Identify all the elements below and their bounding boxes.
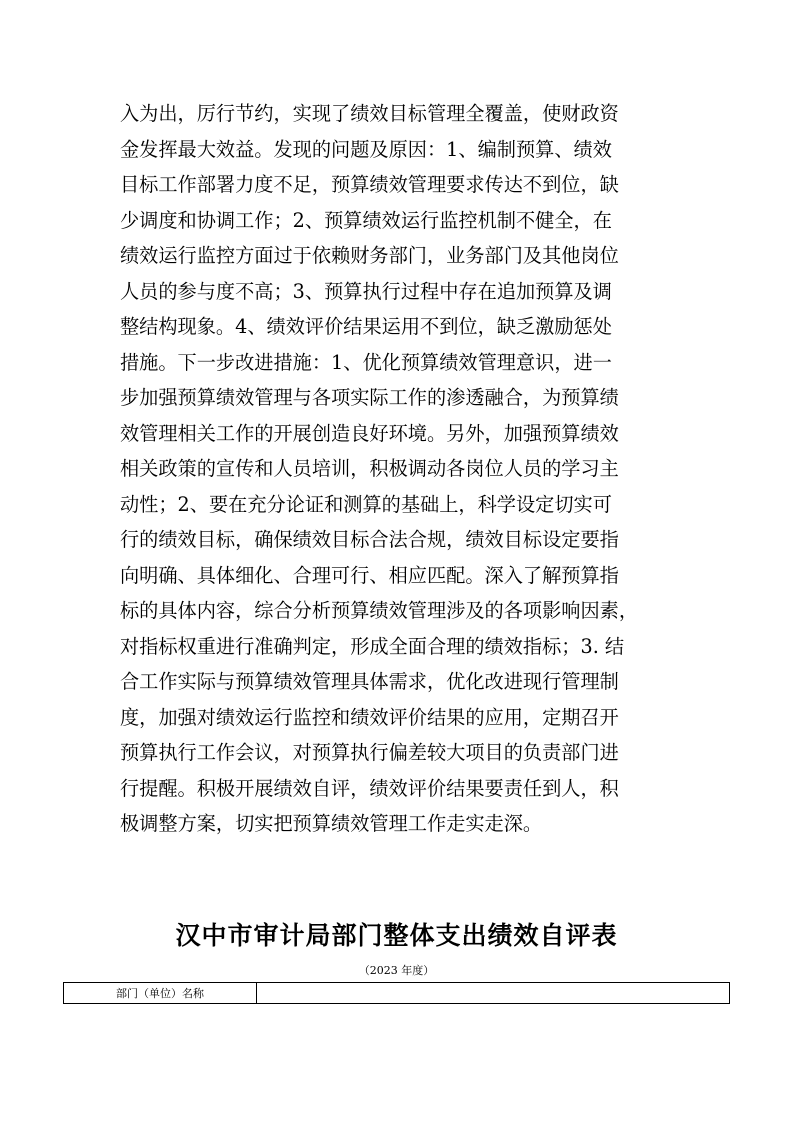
paragraph-line: 极调整方案，切实把预算绩效管理工作走实走深。 [120,812,543,835]
paragraph-line: 对指标权重进行准确判定，形成全面合理的绩效指标；3. 结 [120,634,625,658]
self-evaluation-table [63,982,730,1004]
paragraph-line: 步加强预算绩效管理与各项实际工作的渗透融合，为预算绩 [120,386,619,409]
paragraph-line: 绩效运行监控方面过于依赖财务部门，业务部门及其他岗位 [120,244,619,267]
paragraph-line: 效管理相关工作的开展创造良好环境。另外，加强预算绩效 [120,421,619,445]
table-row [64,983,730,1004]
paragraph-line: 整结构现象。4、绩效评价结果运用不到位，缺乏激励惩处 [120,315,612,338]
paragraph-line: 入为出，厉行节约，实现了绩效目标管理全覆盖，使财政资 [120,102,619,125]
department-name-label: 部门（单位）名称 [64,983,257,1004]
form-year-subtitle: （2023 年度） [358,964,435,977]
paragraph-line: 人员的参与度不高；3、预算执行过程中存在追加预算及调 [120,279,612,303]
paragraph-line: 标的具体内容，综合分析预算绩效管理涉及的各项影响因素， [120,599,639,622]
paragraph-line: 预算执行工作会议，对预算执行偏差较大项目的负责部门进 [120,741,619,764]
paragraph-line: 目标工作部署力度不足，预算绩效管理要求传达不到位，缺 [120,173,619,196]
paragraph-line: 向明确、具体细化、合理可行、相应匹配。深入了解预算指 [120,563,619,587]
department-name-value [257,983,730,1004]
paragraph-line: 金发挥最大效益。发现的问题及原因：1、编制预算、绩效 [120,137,612,161]
paragraph-line: 行提醒。积极开展绩效自评，绩效评价结果要责任到人，积 [120,776,619,800]
form-title: 汉中市审计局部门整体支出绩效自评表 [175,921,618,950]
paragraph-line: 行的绩效目标，确保绩效目标合法合规，绩效目标设定要指 [120,528,619,551]
paragraph-line: 相关政策的宣传和人员培训，积极调动各岗位人员的学习主 [120,457,619,480]
paragraph-line: 措施。下一步改进措施：1、优化预算绩效管理意识，进一 [120,350,612,374]
body-paragraph [120,96,680,842]
paragraph-line: 度，加强对绩效运行监控和绩效评价结果的应用，定期召开 [120,705,619,729]
paragraph-line: 少调度和协调工作；2、预算绩效运行监控机制不健全，在 [120,208,612,232]
paragraph-line: 动性；2、要在充分论证和测算的基础上，科学设定切实可 [120,492,612,516]
paragraph-line: 合工作实际与预算绩效管理具体需求，优化改进现行管理制 [120,670,619,693]
